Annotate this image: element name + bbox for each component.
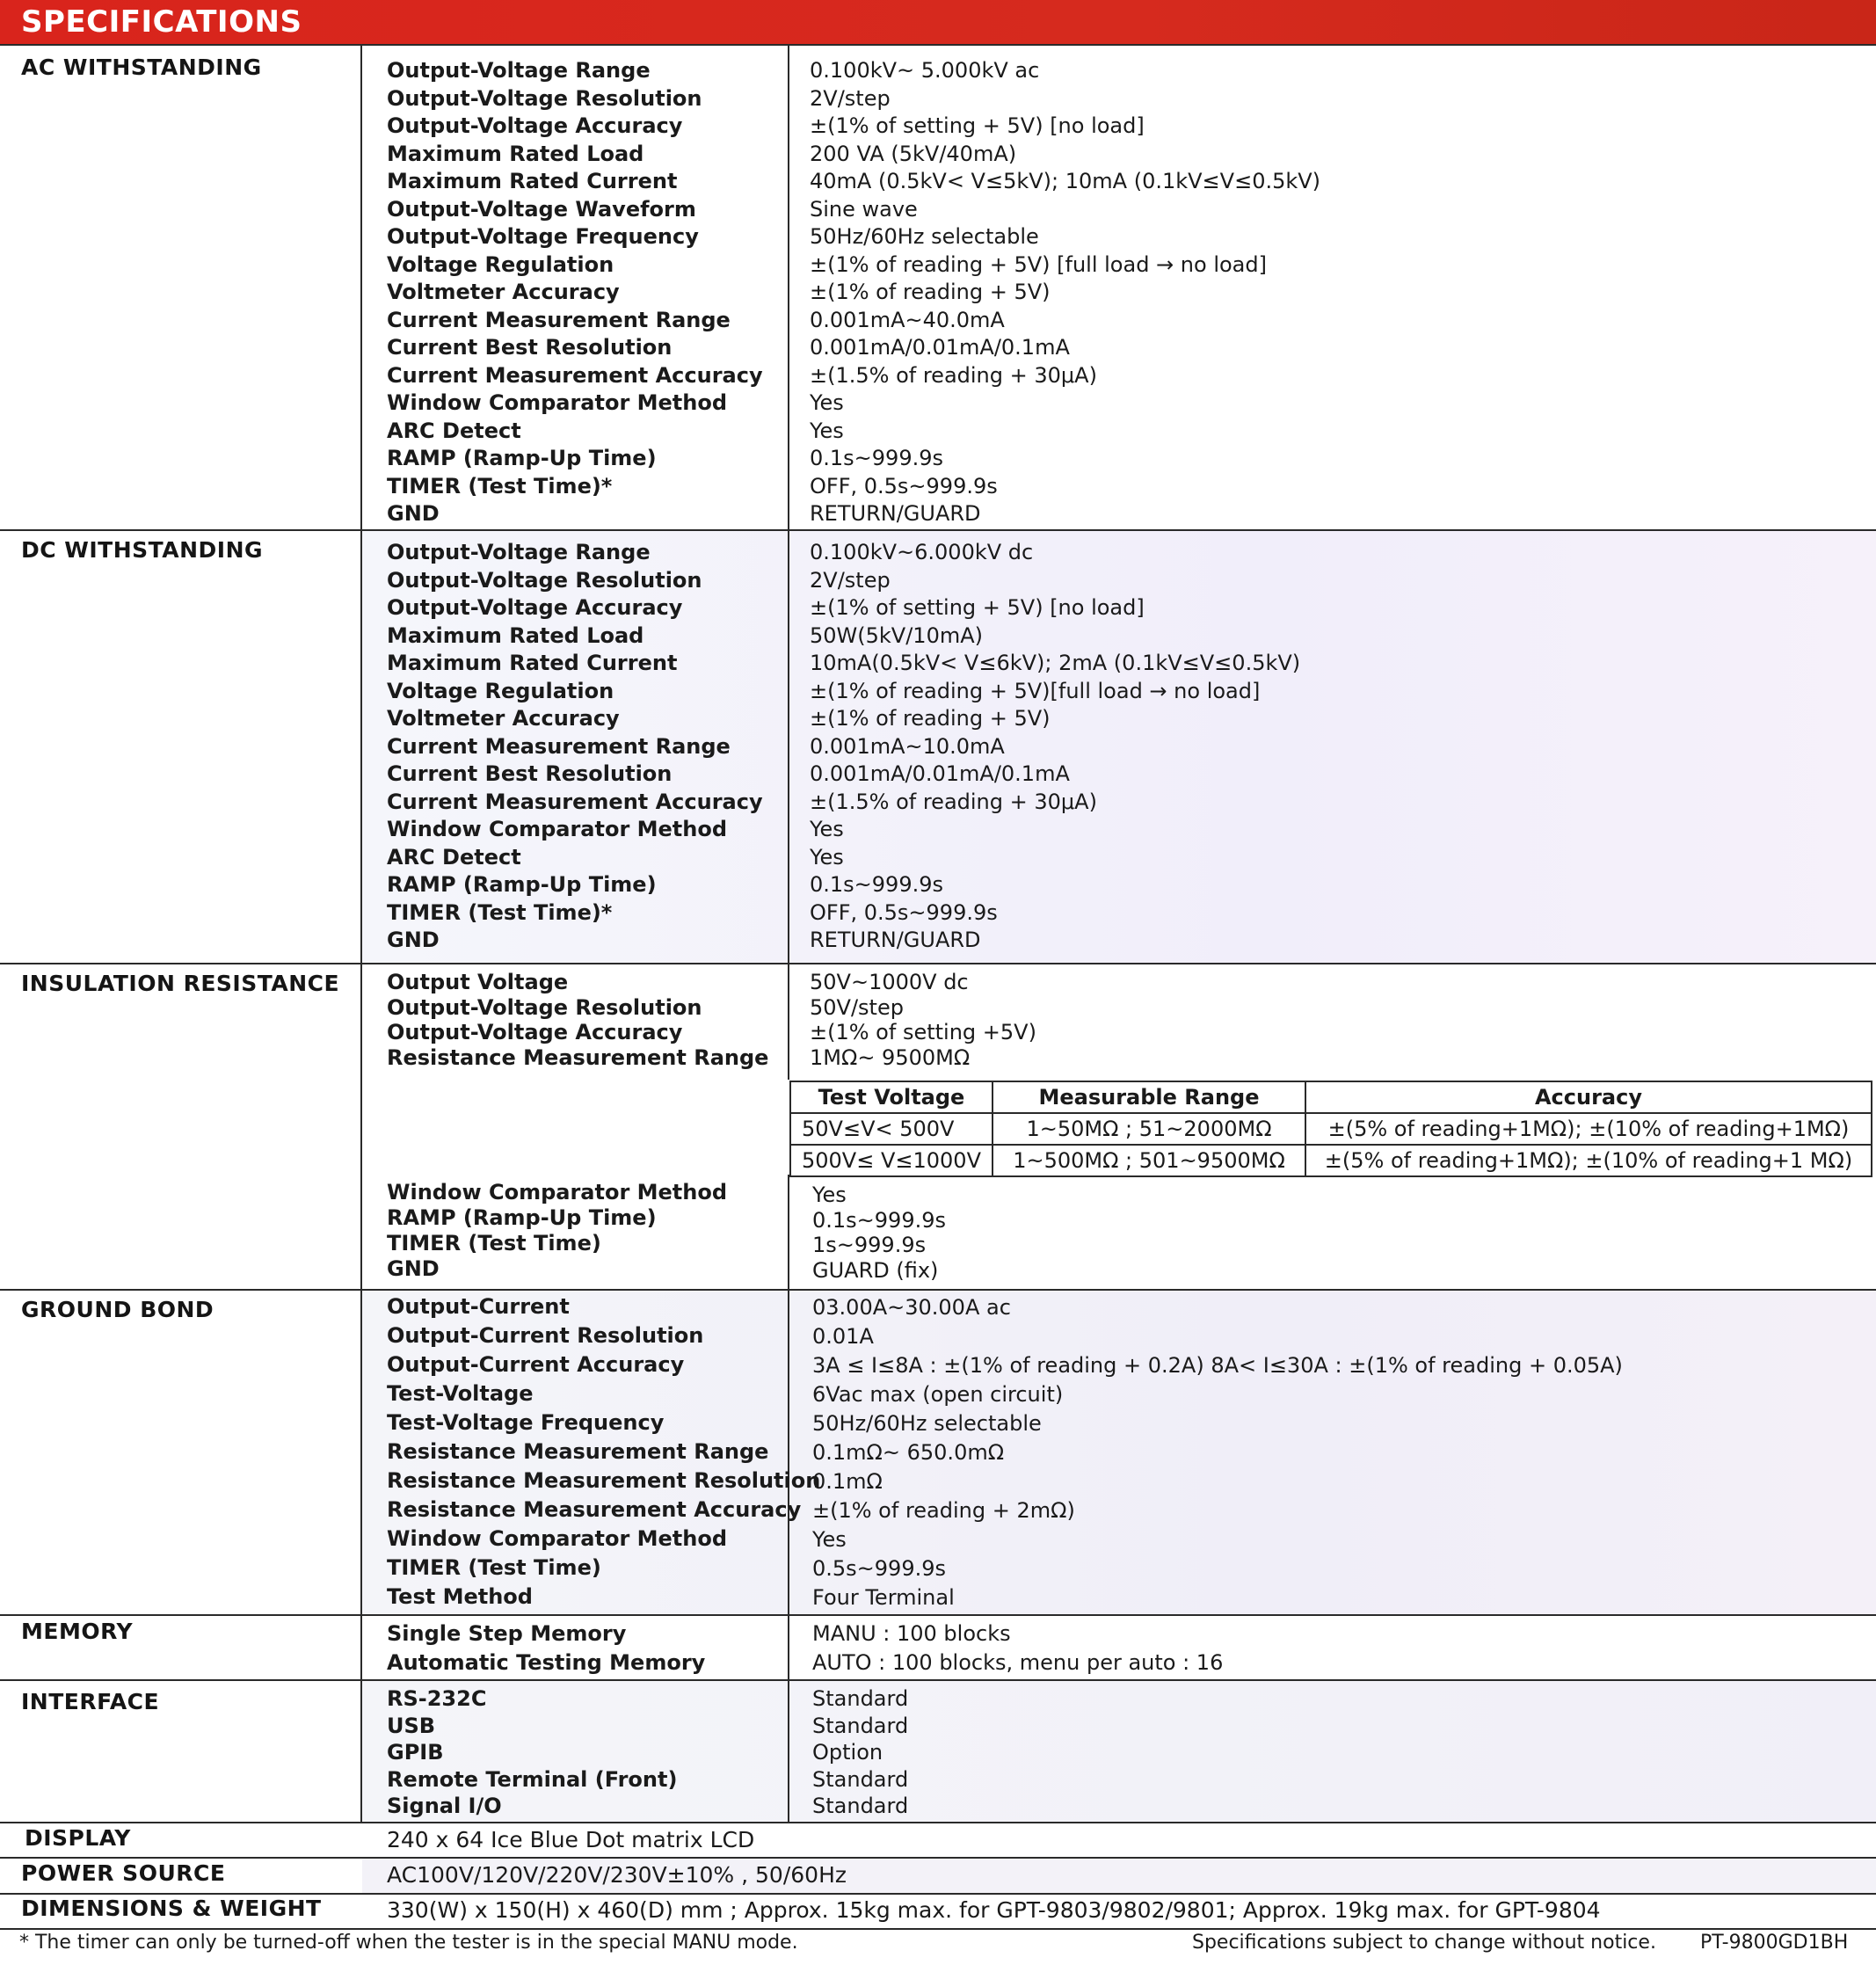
spec-label: Output-Voltage Range <box>387 58 651 83</box>
spec-label: Output-Current Accuracy <box>387 1352 685 1377</box>
table-header: Accuracy <box>1305 1081 1872 1113</box>
spec-label: GPIB <box>387 1740 444 1765</box>
spec-label: Output-Voltage Accuracy <box>387 1020 683 1044</box>
dc-labels <box>387 539 763 955</box>
table-cell: ±(5% of reading+1MΩ); ±(10% of reading+1MΩ) <box>1305 1113 1872 1145</box>
spec-value: RETURN/GUARD <box>810 928 981 952</box>
spec-label: RS-232C <box>387 1686 487 1711</box>
spec-value: ±(1% of reading + 5V) <box>810 280 1051 304</box>
spec-label: Output-Voltage Frequency <box>387 224 699 249</box>
spec-label: GND <box>387 928 440 952</box>
spec-value: 0.1mΩ <box>812 1469 883 1494</box>
spec-label: TIMER (Test Time)* <box>387 473 613 499</box>
spec-label: Maximum Rated Load <box>387 622 644 648</box>
spec-value: 0.5s~999.9s <box>812 1556 946 1581</box>
spec-label: Voltage Regulation <box>387 251 614 277</box>
spec-value: Standard <box>812 1713 909 1738</box>
spec-label: Current Measurement Accuracy <box>387 362 763 388</box>
rule <box>0 1857 1876 1859</box>
spec-value: AUTO : 100 blocks, menu per auto : 16 <box>812 1650 1224 1675</box>
spec-value: 0.001mA~40.0mA <box>810 307 1005 332</box>
spec-value: Standard <box>812 1794 909 1818</box>
spec-value: 0.001mA/0.01mA/0.1mA <box>810 761 1070 786</box>
ir-values-top <box>810 970 1036 1070</box>
spec-label: Output-Voltage Range <box>387 540 651 564</box>
category-dimensions-weight: DIMENSIONS & WEIGHT <box>21 1896 322 1921</box>
spec-label: Output-Voltage Waveform <box>387 196 696 222</box>
spec-label: Output-Voltage Resolution <box>387 994 702 1020</box>
table-cell: ±(5% of reading+1MΩ); ±(10% of reading+1 MΩ) <box>1305 1145 1872 1176</box>
divider-label <box>788 44 789 1080</box>
dimensions-value: 330(W) x 150(H) x 460(D) mm ; Approx. 15kg max. for GPT-9803/9802/9801; Approx. 19kg max. for GPT-9804 <box>387 1897 1601 1923</box>
power-source-value: AC100V/120V/220V/230V±10% , 50/60Hz <box>387 1862 847 1888</box>
spec-label: Test-Voltage <box>387 1381 534 1406</box>
category-insulation-resistance: INSULATION RESISTANCE <box>21 971 340 996</box>
spec-value: 200 VA (5kV/40mA) <box>810 141 1017 166</box>
rule <box>0 1679 1876 1681</box>
spec-label: Window Comparator Method <box>387 1180 728 1204</box>
spec-label: GND <box>387 501 440 526</box>
spec-value: 0.001mA/0.01mA/0.1mA <box>810 335 1070 360</box>
spec-label: RAMP (Ramp-Up Time) <box>387 1205 657 1230</box>
spec-value: 0.1s~999.9s <box>810 446 943 470</box>
spec-value: 2V/step <box>810 567 891 593</box>
memory-labels <box>387 1619 705 1678</box>
spec-value: Standard <box>812 1766 909 1792</box>
spec-value: MANU : 100 blocks <box>812 1621 1011 1646</box>
interface-labels <box>387 1685 677 1820</box>
spec-label: Window Comparator Method <box>387 1526 728 1551</box>
spec-label: Resistance Measurement Range <box>387 1044 769 1070</box>
spec-value: OFF, 0.5s~999.9s <box>810 899 998 925</box>
table-cell: 1~50MΩ ; 51~2000MΩ <box>993 1113 1305 1145</box>
spec-value: 0.100kV~ 5.000kV ac <box>810 58 1040 83</box>
spec-value: 0.001mA~10.0mA <box>810 733 1005 759</box>
spec-value: Yes <box>812 1183 847 1207</box>
spec-label: Single Step Memory <box>387 1621 627 1646</box>
spec-value: Sine wave <box>810 196 918 222</box>
dc-values <box>810 539 1300 955</box>
ir-accuracy-table <box>789 1081 1872 1177</box>
spec-value: 0.1s~999.9s <box>812 1207 946 1233</box>
table-header: Test Voltage <box>790 1081 993 1113</box>
spec-label: Output-Voltage Resolution <box>387 85 702 111</box>
spec-label: TIMER (Test Time)* <box>387 899 613 925</box>
spec-value: Yes <box>810 390 844 415</box>
ac-labels <box>387 57 763 528</box>
spec-value: 50W(5kV/10mA) <box>810 622 984 648</box>
spec-value: 1MΩ~ 9500MΩ <box>810 1044 971 1070</box>
spec-value: ±(1% of reading + 2mΩ) <box>812 1498 1075 1523</box>
spec-value: Yes <box>810 844 844 870</box>
spec-label: RAMP (Ramp-Up Time) <box>387 872 657 897</box>
spec-label: Maximum Rated Current <box>387 169 678 193</box>
spec-value: Yes <box>812 1527 847 1552</box>
category-ground-bond: GROUND BOND <box>21 1297 215 1322</box>
spec-label: Test Method <box>387 1584 533 1609</box>
spec-value: ±(1% of reading + 5V) [full load → no load] <box>810 251 1267 277</box>
spec-value: 0.1mΩ~ 650.0mΩ <box>812 1440 1005 1465</box>
spec-value: 50V/step <box>810 994 904 1020</box>
spec-value: 2V/step <box>810 85 891 111</box>
spec-value: 50V~1000V dc <box>810 970 969 994</box>
rule <box>0 44 1876 46</box>
footnote: * The timer can only be turned-off when the tester is in the special MANU mode. <box>19 1932 798 1954</box>
spec-value: 3A ≤ I≤8A : ±(1% of reading + 0.2A) 8A< I≤30A : ±(1% of reading + 0.05A) <box>812 1353 1623 1378</box>
spec-label: Output-Current Resolution <box>387 1323 704 1348</box>
category-ac-withstanding: AC WITHSTANDING <box>21 55 262 80</box>
spec-label: Output-Voltage Resolution <box>387 567 702 593</box>
spec-label: Maximum Rated Load <box>387 141 644 166</box>
table-header: Measurable Range <box>993 1081 1305 1113</box>
table-header-row <box>790 1081 1872 1113</box>
spec-label: Signal I/O <box>387 1794 502 1818</box>
change-notice: Specifications subject to change without notice. <box>1192 1932 1656 1954</box>
memory-values <box>812 1619 1223 1678</box>
spec-label: Automatic Testing Memory <box>387 1650 706 1675</box>
rule <box>0 1822 1876 1823</box>
category-power-source: POWER SOURCE <box>21 1860 226 1886</box>
spec-value: 1s~999.9s <box>812 1233 927 1257</box>
spec-label: Remote Terminal (Front) <box>387 1766 678 1792</box>
spec-label: Output-Voltage Accuracy <box>387 113 683 138</box>
spec-value: ±(1% of setting + 5V) [no load] <box>810 595 1145 620</box>
spec-label: USB <box>387 1713 436 1738</box>
spec-label: Output-Current <box>387 1294 570 1319</box>
rule <box>0 1289 1876 1291</box>
spec-value: 6Vac max (open circuit) <box>812 1382 1064 1407</box>
spec-label: Output Voltage <box>387 970 569 994</box>
spec-label: Resistance Measurement Accuracy <box>387 1497 802 1522</box>
spec-label: Voltage Regulation <box>387 678 614 703</box>
page-title: SPECIFICATIONS <box>21 4 302 40</box>
spec-label: Current Best Resolution <box>387 335 673 360</box>
spec-label: ARC Detect <box>387 418 521 443</box>
spec-value: OFF, 0.5s~999.9s <box>810 473 998 499</box>
ir-labels-top <box>387 970 768 1070</box>
spec-label: Current Measurement Accuracy <box>387 789 763 814</box>
spec-value: ±(1% of reading + 5V) <box>810 706 1051 731</box>
ir-values-bottom <box>812 1183 946 1283</box>
spec-label: Voltmeter Accuracy <box>387 706 620 731</box>
spec-value: Standard <box>812 1686 909 1711</box>
category-interface: INTERFACE <box>21 1689 160 1714</box>
table-row <box>790 1145 1872 1176</box>
spec-value: GUARD (fix) <box>812 1257 939 1283</box>
spec-value: RETURN/GUARD <box>810 501 981 526</box>
spec-label: Current Measurement Range <box>387 307 731 332</box>
spec-label: Current Measurement Range <box>387 733 731 759</box>
spec-label: Window Comparator Method <box>387 390 728 415</box>
spec-value: Yes <box>810 817 844 841</box>
display-value: 240 x 64 Ice Blue Dot matrix LCD <box>387 1827 755 1852</box>
spec-value: 0.01A <box>812 1324 874 1349</box>
spec-label: Maximum Rated Current <box>387 651 678 675</box>
gb-values <box>812 1293 1623 1612</box>
spec-label: Voltmeter Accuracy <box>387 280 620 304</box>
spec-value: ±(1.5% of reading + 30μA) <box>810 362 1097 388</box>
spec-label: Output-Voltage Accuracy <box>387 595 683 620</box>
spec-label: GND <box>387 1256 440 1281</box>
spec-value: 50Hz/60Hz selectable <box>810 224 1039 249</box>
spec-label: TIMER (Test Time) <box>387 1555 601 1580</box>
spec-label: Resistance Measurement Range <box>387 1439 769 1464</box>
spec-label: Test-Voltage Frequency <box>387 1410 665 1435</box>
table-cell: 500V≤ V≤1000V <box>790 1145 993 1176</box>
spec-label: Resistance Measurement Resolution <box>387 1468 821 1493</box>
ir-labels-bottom <box>387 1180 727 1282</box>
spec-value: 0.100kV~6.000kV dc <box>810 540 1034 564</box>
document-code: PT-9800GD1BH <box>1700 1932 1849 1954</box>
spec-value: ±(1.5% of reading + 30μA) <box>810 789 1097 814</box>
divider-category <box>360 44 362 1823</box>
category-memory: MEMORY <box>21 1619 134 1644</box>
rule <box>0 529 1876 531</box>
category-dc-withstanding: DC WITHSTANDING <box>21 537 264 563</box>
rule <box>0 1614 1876 1616</box>
table-row <box>790 1113 1872 1145</box>
spec-value: 0.1s~999.9s <box>810 872 943 897</box>
spec-value: 50Hz/60Hz selectable <box>812 1411 1042 1436</box>
spec-value: 10mA(0.5kV< V≤6kV); 2mA (0.1kV≤V≤0.5kV) <box>810 651 1301 675</box>
spec-value: Yes <box>810 418 844 443</box>
spec-value: ±(1% of reading + 5V)[full load → no load] <box>810 678 1261 703</box>
table-cell: 1~500MΩ ; 501~9500MΩ <box>993 1145 1305 1176</box>
interface-values <box>812 1685 908 1820</box>
table-cell: 50V≤V< 500V <box>790 1113 993 1145</box>
rule <box>0 963 1876 964</box>
specifications-header <box>0 0 1876 44</box>
spec-value: 40mA (0.5kV< V≤5kV); 10mA (0.1kV≤V≤0.5kV) <box>810 169 1321 193</box>
spec-label: Current Best Resolution <box>387 761 673 786</box>
gb-labels <box>387 1292 820 1612</box>
spec-label: RAMP (Ramp-Up Time) <box>387 446 657 470</box>
spec-value: ±(1% of setting + 5V) [no load] <box>810 113 1145 138</box>
spec-label: TIMER (Test Time) <box>387 1231 601 1255</box>
category-display: DISPLAY <box>25 1825 131 1851</box>
spec-label: Window Comparator Method <box>387 817 728 841</box>
spec-value: Four Terminal <box>812 1585 955 1610</box>
spec-value: Option <box>812 1740 883 1765</box>
spec-value: ±(1% of setting +5V) <box>810 1020 1036 1044</box>
spec-value: 03.00A~30.00A ac <box>812 1295 1011 1320</box>
spec-label: ARC Detect <box>387 844 521 870</box>
ac-values <box>810 57 1320 528</box>
